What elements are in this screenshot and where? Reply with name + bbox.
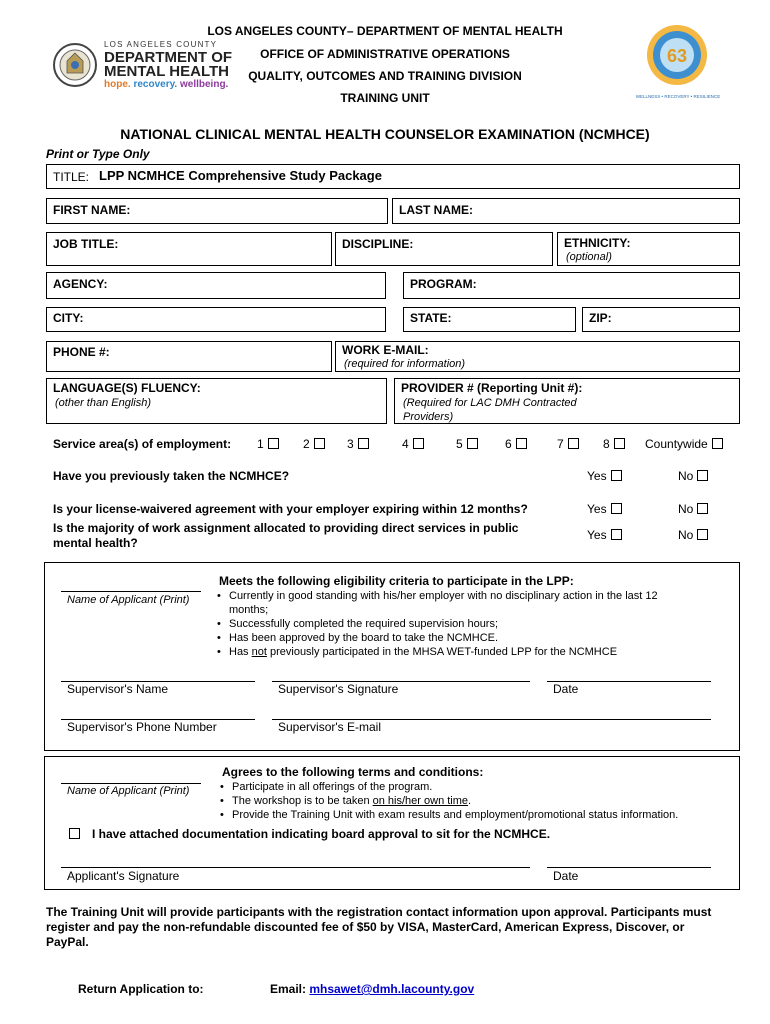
program-label: PROGRAM:	[410, 277, 477, 291]
job-title-label: JOB TITLE:	[53, 237, 119, 251]
phone-label: PHONE #:	[53, 345, 110, 359]
q2-no[interactable]	[678, 502, 708, 516]
applicant-date-line[interactable]	[547, 867, 711, 868]
email-label: Email:	[270, 982, 307, 996]
supervisor-phone-label: Supervisor's Phone Number	[67, 720, 217, 734]
q1-yes[interactable]	[587, 469, 622, 483]
supervisor-date-label: Date	[553, 682, 579, 696]
terms-heading: Agrees to the following terms and conditions:	[222, 765, 484, 779]
dmh-logo	[52, 40, 232, 92]
last-name-label: LAST NAME:	[399, 203, 473, 217]
terms-list	[220, 780, 720, 822]
applicant-signature-line[interactable]	[61, 867, 530, 868]
q2-yes[interactable]	[587, 502, 622, 516]
checkbox-icon[interactable]	[568, 438, 579, 449]
q2-no-label: No	[678, 502, 694, 516]
work-email-note: (required for information)	[344, 358, 466, 370]
service-area-5-label: 5	[456, 437, 463, 451]
state-field[interactable]	[403, 307, 576, 332]
header-line-3: QUALITY, OUTCOMES AND TRAINING DIVISION	[248, 69, 522, 83]
title-field[interactable]	[46, 164, 740, 189]
city-label: CITY:	[53, 311, 84, 325]
q1-no-label: No	[678, 469, 694, 483]
state-label: STATE:	[410, 311, 452, 325]
mhsa-tagline: WELLNESS • RECOVERY • RESILIENCE	[635, 94, 721, 99]
logo-mental-health-text: MENTAL HEALTH	[104, 63, 229, 80]
last-name-field[interactable]	[392, 198, 740, 224]
checkbox-icon[interactable]	[413, 438, 424, 449]
work-email-label: WORK E-MAIL:	[342, 343, 429, 357]
service-area-4-label: 4	[402, 437, 409, 451]
phone-field[interactable]	[46, 341, 332, 372]
city-field[interactable]	[46, 307, 386, 332]
checkbox-icon[interactable]	[268, 438, 279, 449]
ethnicity-label: ETHNICITY:	[564, 236, 631, 250]
program-field[interactable]	[403, 272, 740, 299]
q3-yes-label: Yes	[587, 528, 607, 542]
terms-item: • Participate in all offerings of the program.	[220, 780, 720, 794]
q2-yes-label: Yes	[587, 502, 607, 516]
checkbox-icon[interactable]	[611, 529, 622, 540]
service-area-countywide-label: Countywide	[645, 437, 708, 451]
question-previous-ncmhce: Have you previously taken the NCMHCE?	[53, 469, 290, 483]
question-license-expiring: Is your license-waivered agreement with your employer expiring within 12 months?	[53, 502, 528, 516]
service-area-countywide[interactable]	[645, 437, 723, 451]
terms-item: • Provide the Training Unit with exam results and employment/promotional status information.	[220, 808, 720, 822]
logo-tagline	[104, 79, 228, 90]
mhsa-seal-number: 63	[666, 46, 688, 66]
county-seal-icon	[52, 42, 98, 88]
agency-label: AGENCY:	[53, 277, 108, 291]
eligibility-item-text: Has	[229, 646, 252, 658]
eligibility-list	[217, 589, 687, 659]
provider-field[interactable]	[394, 378, 740, 424]
terms-section	[44, 756, 740, 890]
q3-no-label: No	[678, 528, 694, 542]
language-field[interactable]	[46, 378, 387, 424]
language-label: LANGUAGE(S) FLUENCY:	[53, 381, 201, 395]
checkbox-icon[interactable]	[614, 438, 625, 449]
terms-item-text: .	[468, 795, 472, 807]
terms-item-text: The workshop is to be taken	[232, 795, 373, 807]
service-area-4[interactable]	[402, 437, 424, 451]
first-name-field[interactable]	[46, 198, 388, 224]
question-direct-services: Is the majority of work assignment allocated to providing direct services in public mental health?	[53, 521, 519, 550]
supervisor-name-label: Supervisor's Name	[67, 682, 168, 696]
print-note: Print or Type Only	[46, 147, 150, 161]
checkbox-icon[interactable]	[358, 438, 369, 449]
checkbox-icon[interactable]	[712, 438, 723, 449]
applicant-name-label-2: Name of Applicant (Print)	[67, 785, 190, 797]
applicant-date-label: Date	[553, 869, 579, 883]
applicant-signature-label: Applicant's Signature	[67, 869, 180, 883]
applicant-name-line[interactable]	[61, 591, 201, 592]
zip-field[interactable]	[582, 307, 740, 332]
checkbox-icon[interactable]	[467, 438, 478, 449]
service-area-1[interactable]	[257, 437, 279, 451]
service-area-6-label: 6	[505, 437, 512, 451]
service-area-1-label: 1	[257, 437, 264, 451]
terms-item	[220, 794, 720, 808]
checkbox-icon[interactable]	[69, 828, 80, 839]
provider-label: PROVIDER # (Reporting Unit #):	[401, 381, 583, 395]
checkbox-icon[interactable]	[611, 470, 622, 481]
eligibility-item-emphasis: not	[251, 646, 267, 658]
first-name-label: FIRST NAME:	[53, 203, 131, 217]
service-area-7[interactable]	[557, 437, 579, 451]
checkbox-icon[interactable]	[697, 529, 708, 540]
service-area-8[interactable]	[603, 437, 625, 451]
q3-no[interactable]	[678, 528, 708, 542]
eligibility-item: • Successfully completed the required supervision hours;	[217, 617, 687, 631]
form-title: NATIONAL CLINICAL MENTAL HEALTH COUNSELOR EXAMINATION (NCMHCE)	[120, 126, 650, 142]
eligibility-item: • Currently in good standing with his/her employer with no disciplinary action in the last 12 months;	[217, 589, 687, 617]
eligibility-item-text: previously participated in the MHSA WET-funded LPP for the NCMHCE	[266, 646, 618, 658]
checkbox-icon[interactable]	[697, 503, 708, 514]
title-label: TITLE:	[53, 170, 90, 184]
service-area-3-label: 3	[347, 437, 354, 451]
service-area-5[interactable]	[456, 437, 478, 451]
provider-note: (Required for LAC DMH Contracted Providers)	[403, 397, 577, 423]
mhsa-logo	[628, 24, 728, 106]
zip-label: ZIP:	[589, 311, 612, 325]
service-area-2[interactable]	[303, 437, 325, 451]
checkbox-icon[interactable]	[314, 438, 325, 449]
applicant-name-line-2[interactable]	[61, 783, 201, 784]
eligibility-item: • Has been approved by the board to take the NCMHCE.	[217, 631, 687, 645]
logo-county-text: LOS ANGELES COUNTY	[104, 40, 218, 49]
ethnicity-note: (optional)	[566, 251, 612, 263]
return-email-row	[270, 982, 474, 996]
q3-yes[interactable]	[587, 528, 622, 542]
title-value: LPP NCMHCE Comprehensive Study Package	[99, 168, 382, 183]
service-area-6[interactable]	[505, 437, 527, 451]
terms-item-emphasis: on his/her own time	[372, 795, 469, 807]
applicant-name-label: Name of Applicant (Print)	[67, 594, 190, 606]
email-link[interactable]: mhsawet@dmh.lacounty.gov	[309, 982, 475, 996]
header-line-2: OFFICE OF ADMINISTRATIVE OPERATIONS	[260, 47, 510, 61]
q1-yes-label: Yes	[587, 469, 607, 483]
board-approval-checkbox-row[interactable]	[69, 827, 550, 841]
supervisor-signature-label: Supervisor's Signature	[278, 682, 399, 696]
footer-note: The Training Unit will provide participants with the registration contact information upon approval. Participants must register and pay the non-refundable discounted fee of $50 by VISA, MasterCard, American Express, Discover, or PayPal.	[46, 905, 712, 949]
tagline-wellbeing: wellbeing.	[179, 79, 229, 90]
board-approval-label: I have attached documentation indicating board approval to sit for the NCMHCE.	[92, 827, 551, 841]
header-line-1: LOS ANGELES COUNTY– DEPARTMENT OF MENTAL HEALTH	[207, 24, 563, 38]
return-label: Return Application to:	[78, 982, 204, 996]
service-area-8-label: 8	[603, 437, 610, 451]
service-area-3[interactable]	[347, 437, 369, 451]
agency-field[interactable]	[46, 272, 386, 299]
supervisor-email-label: Supervisor's E-mail	[278, 720, 381, 734]
work-email-field[interactable]	[335, 341, 740, 372]
tagline-recovery: recovery.	[133, 79, 178, 90]
service-area-2-label: 2	[303, 437, 310, 451]
checkbox-icon[interactable]	[516, 438, 527, 449]
ethnicity-field[interactable]	[557, 232, 740, 266]
header-line-4: TRAINING UNIT	[340, 91, 430, 105]
tagline-hope: hope.	[104, 79, 131, 90]
job-title-field[interactable]	[46, 232, 332, 266]
service-area-7-label: 7	[557, 437, 564, 451]
service-area-label: Service area(s) of employment:	[53, 437, 232, 451]
discipline-label: DISCIPLINE:	[342, 237, 414, 251]
discipline-field[interactable]	[335, 232, 553, 266]
eligibility-heading: Meets the following eligibility criteria to participate in the LPP:	[219, 574, 574, 588]
mhsa-seal-icon	[646, 24, 708, 86]
checkbox-icon[interactable]	[697, 470, 708, 481]
q1-no[interactable]	[678, 469, 708, 483]
language-note: (other than English)	[55, 397, 151, 409]
eligibility-item	[217, 645, 687, 659]
eligibility-section	[44, 562, 740, 751]
logo-department-text: DEPARTMENT OF	[104, 49, 233, 66]
checkbox-icon[interactable]	[611, 503, 622, 514]
